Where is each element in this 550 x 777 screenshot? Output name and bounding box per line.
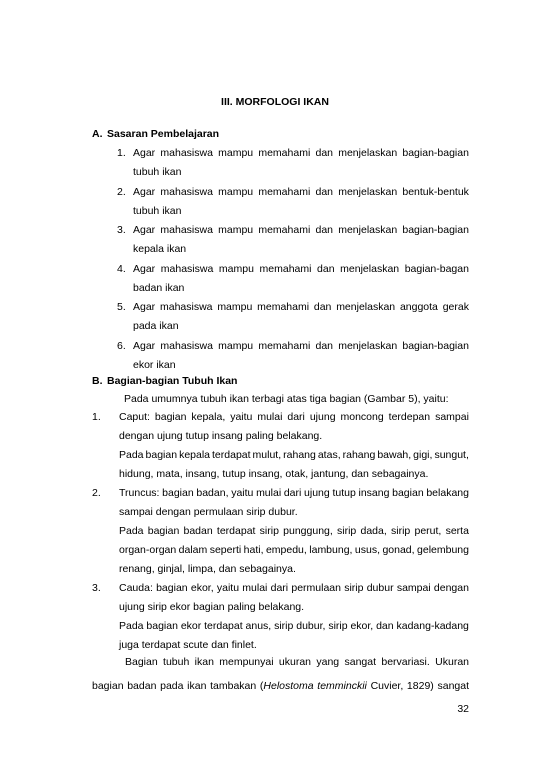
body-part-text-line: Cauda: bagian ekor, yaitu mulai dari permulaan sirip dubur sampai dengan: [119, 582, 469, 594]
body-part-text-line: ujung sirip ekor bagian paling belakang.: [119, 601, 305, 613]
section-a-letter: A.: [92, 128, 103, 140]
goal-number: 5.: [117, 301, 126, 313]
goal-text-line-2: tubuh ikan: [133, 166, 182, 178]
body-part-text-line: Pada bagian kepala terdapat mulut, rahang atas, rahang bawah, gigi, sungut,: [119, 449, 469, 461]
section-a-title: Sasaran Pembelajaran: [107, 128, 220, 140]
species-name: Helostoma temminckii: [263, 680, 367, 692]
closing-line-2b: Cuvier, 1829) sangat: [366, 680, 469, 692]
goal-text-line-2: kepala ikan: [133, 243, 187, 255]
section-a-heading: [92, 128, 219, 140]
goal-text-line-1: Agar mahasiswa mampu memahami dan menjelaskan bagian-bagian: [133, 339, 469, 352]
body-part-text-line: Pada bagian badan terdapat sirip punggung, sirip dada, sirip perut, serta: [119, 525, 469, 537]
goal-text-line-1: Agar mahasiswa mampu memahami dan menjelaskan bagian-bagian: [133, 224, 469, 236]
body-part-text-line: Pada bagian ekor terdapat anus, sirip dubur, sirip ekor, dan kadang-kadang: [119, 620, 469, 632]
goal-number: 2.: [117, 185, 126, 198]
goal-text-line-2: pada ikan: [133, 320, 179, 332]
goal-text-line-1: Agar mahasiswa mampu memahami dan menjelaskan anggota gerak: [133, 301, 469, 313]
body-part-text-line: renang, ginjal, limpa, dan sebagainya.: [119, 563, 296, 575]
goal-number: 4.: [117, 262, 126, 275]
body-part-text-line: juga terdapat scute dan finlet.: [119, 639, 257, 651]
goal-number: 1.: [117, 147, 126, 159]
goal-text-line-2: ekor ikan: [133, 358, 176, 371]
body-part-text-line: Truncus: bagian badan, yaitu mulai dari ujung tutup insang bagian belakang: [119, 487, 469, 499]
body-part-text-line: dengan ujung tutup insang paling belakang.: [119, 430, 323, 442]
section-b-intro: Pada umumnya tubuh ikan terbagi atas tiga bagian (Gambar 5), yaitu:: [124, 393, 449, 405]
chapter-title: III. MORFOLOGI IKAN: [221, 96, 329, 108]
section-b-title: Bagian-bagian Tubuh Ikan: [107, 375, 238, 387]
section-b-letter: B.: [92, 375, 103, 387]
closing-line-2a: bagian badan pada ikan tambakan (: [92, 680, 264, 692]
goal-text-line-1: Agar mahasiswa mampu memahami dan menjelaskan bagian-bagian: [133, 147, 469, 159]
body-part-number: 1.: [92, 411, 101, 423]
body-part-text-line: sampai dengan permulaan sirip dubur.: [119, 506, 298, 518]
goal-text-line-2: badan ikan: [133, 281, 185, 294]
body-part-number: 2.: [92, 487, 101, 499]
goal-text-line-2: tubuh ikan: [133, 204, 182, 217]
page-number: 32: [457, 703, 469, 715]
goal-number: 6.: [117, 339, 126, 352]
body-part-text-line: organ-organ dalam seperti hati, empedu, lambung, usus, gonad, gelembung: [119, 544, 469, 556]
goal-number: 3.: [117, 224, 126, 236]
closing-line-2: [92, 680, 469, 692]
body-part-number: 3.: [92, 582, 101, 594]
body-part-text-line: hidung, mata, insang, tutup insang, otak, jantung, dan sebagainya.: [119, 468, 429, 480]
goal-text-line-1: Agar mahasiswa mampu memahami dan menjelaskan bentuk-bentuk: [133, 185, 469, 198]
goal-text-line-1: Agar mahasiswa mampu memahami dan menjelaskan bagian-bagan: [133, 262, 469, 275]
body-part-text-line: Caput: bagian kepala, yaitu mulai dari ujung moncong terdepan sampai: [119, 411, 469, 423]
section-b-heading: [92, 375, 237, 387]
closing-line-1: Bagian tubuh ikan mempunyai ukuran yang sangat bervariasi. Ukuran: [125, 656, 469, 668]
